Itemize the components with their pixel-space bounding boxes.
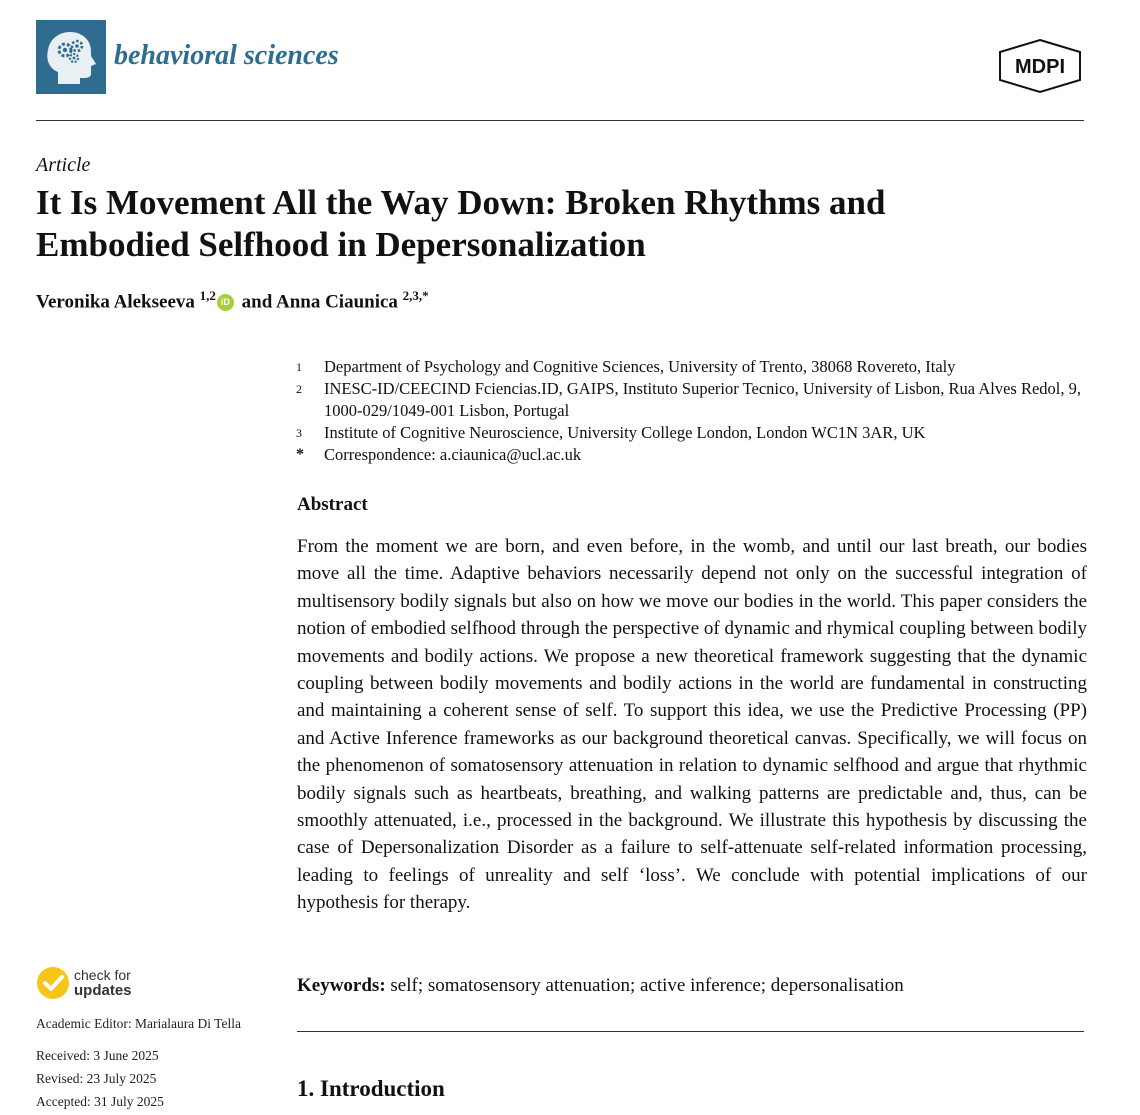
author-name[interactable]: Anna Ciaunica — [275, 291, 398, 313]
section-divider — [297, 1031, 1084, 1032]
head-gears-icon — [36, 20, 106, 94]
check-updates-line2: updates — [74, 982, 132, 999]
header-divider — [36, 120, 1084, 121]
author-connector: and — [241, 291, 273, 313]
affiliation-item — [296, 422, 1096, 444]
check-circle-icon — [36, 966, 70, 1000]
author-affil-mark: 2,3,* — [402, 288, 429, 303]
received-date: Received: 3 June 2025 — [36, 1048, 159, 1063]
orcid-icon[interactable]: iD — [217, 294, 234, 311]
affiliation-item — [296, 356, 1096, 378]
author-affil-mark: 1,2 — [199, 288, 216, 303]
affiliation-mark: 3 — [296, 426, 302, 440]
check-updates-line1: check for — [74, 967, 131, 983]
article-type: Article — [36, 154, 91, 176]
affiliation-mark: 1 — [296, 360, 302, 374]
journal-name[interactable]: behavioral sciences — [114, 40, 339, 71]
affiliation-text: INESC-ID/CEECIND Fciencias.ID, GAIPS, Instituto Superior Tecnico, University of Lisbon, Rua Alves Redol, 9, 1000-029/1049-001 Lisbon, Portugal — [324, 379, 1082, 420]
mdpi-logo[interactable] — [996, 38, 1084, 94]
publisher-name: MDPI — [1015, 56, 1065, 78]
affiliation-text: Institute of Cognitive Neuroscience, University College London, London WC1N 3AR, UK — [324, 423, 926, 442]
section-heading: 1. Introduction — [297, 1076, 445, 1101]
keywords-label: Keywords: — [297, 975, 386, 996]
author-name[interactable]: Veronika Alekseeva — [36, 291, 195, 313]
affiliation-mark: 2 — [296, 382, 302, 396]
correspondence-text[interactable]: Correspondence: a.ciaunica@ucl.ac.uk — [324, 445, 582, 464]
revised-date: Revised: 23 July 2025 — [36, 1071, 157, 1086]
journal-logo[interactable] — [36, 20, 106, 94]
academic-editor: Academic Editor: Marialaura Di Tella — [36, 1016, 241, 1031]
check-for-updates-badge[interactable] — [36, 966, 132, 1000]
keywords-text: self; somatosensory attenuation; active inference; depersonalisation — [390, 975, 904, 996]
keywords — [297, 975, 904, 997]
affiliation-item — [296, 444, 1096, 466]
affiliation-text: Department of Psychology and Cognitive Sciences, University of Trento, 38068 Rovereto, Italy — [324, 357, 956, 376]
article-title: It Is Movement All the Way Down: Broken Rhythms and Embodied Selfhood in Depersonalization — [36, 183, 886, 264]
abstract-heading: Abstract — [297, 494, 368, 515]
affiliations — [296, 356, 1096, 466]
accepted-date: Accepted: 31 July 2025 — [36, 1094, 164, 1109]
affiliation-item — [296, 378, 1096, 422]
abstract-text: From the moment we are born, and even before, in the womb, and until our last breath, our bodies move all the time. Adaptive behaviors necessarily depend not only on the successful integration of multisensory bodily signals but also on how we move our bodies in the world. This paper considers the notion of embodied selfhood through the perspective of dynamic and rhymical coupling between bodily movements and bodily actions. We propose a new theoretical framework suggesting that the dynamic coupling between bodily movements and bodily actions in the world are fundamental in constructing and maintaining a coherent sense of self. To support this idea, we use the Predictive Processing (PP) and Active Inference frameworks as our background theoretical canvas. Specifically, we will focus on the phenomenon of somatosensory attenuation in relation to dynamic selfhood and argue that rhythmic bodily signals such as heartbeats, breathing, and walking patterns are predictable and, thus, can be smoothly attenuated, i.e., processed in the background. We illustrate this hypothesis by discussing the case of Depersonalization Disorder as a failure to self-attenuate self-related information processing, leading to feelings of unreality and self ‘loss’. We conclude with potential implications of our hypothesis for therapy. — [297, 536, 1087, 914]
affiliation-mark: * — [296, 446, 304, 463]
author-list — [36, 288, 429, 313]
